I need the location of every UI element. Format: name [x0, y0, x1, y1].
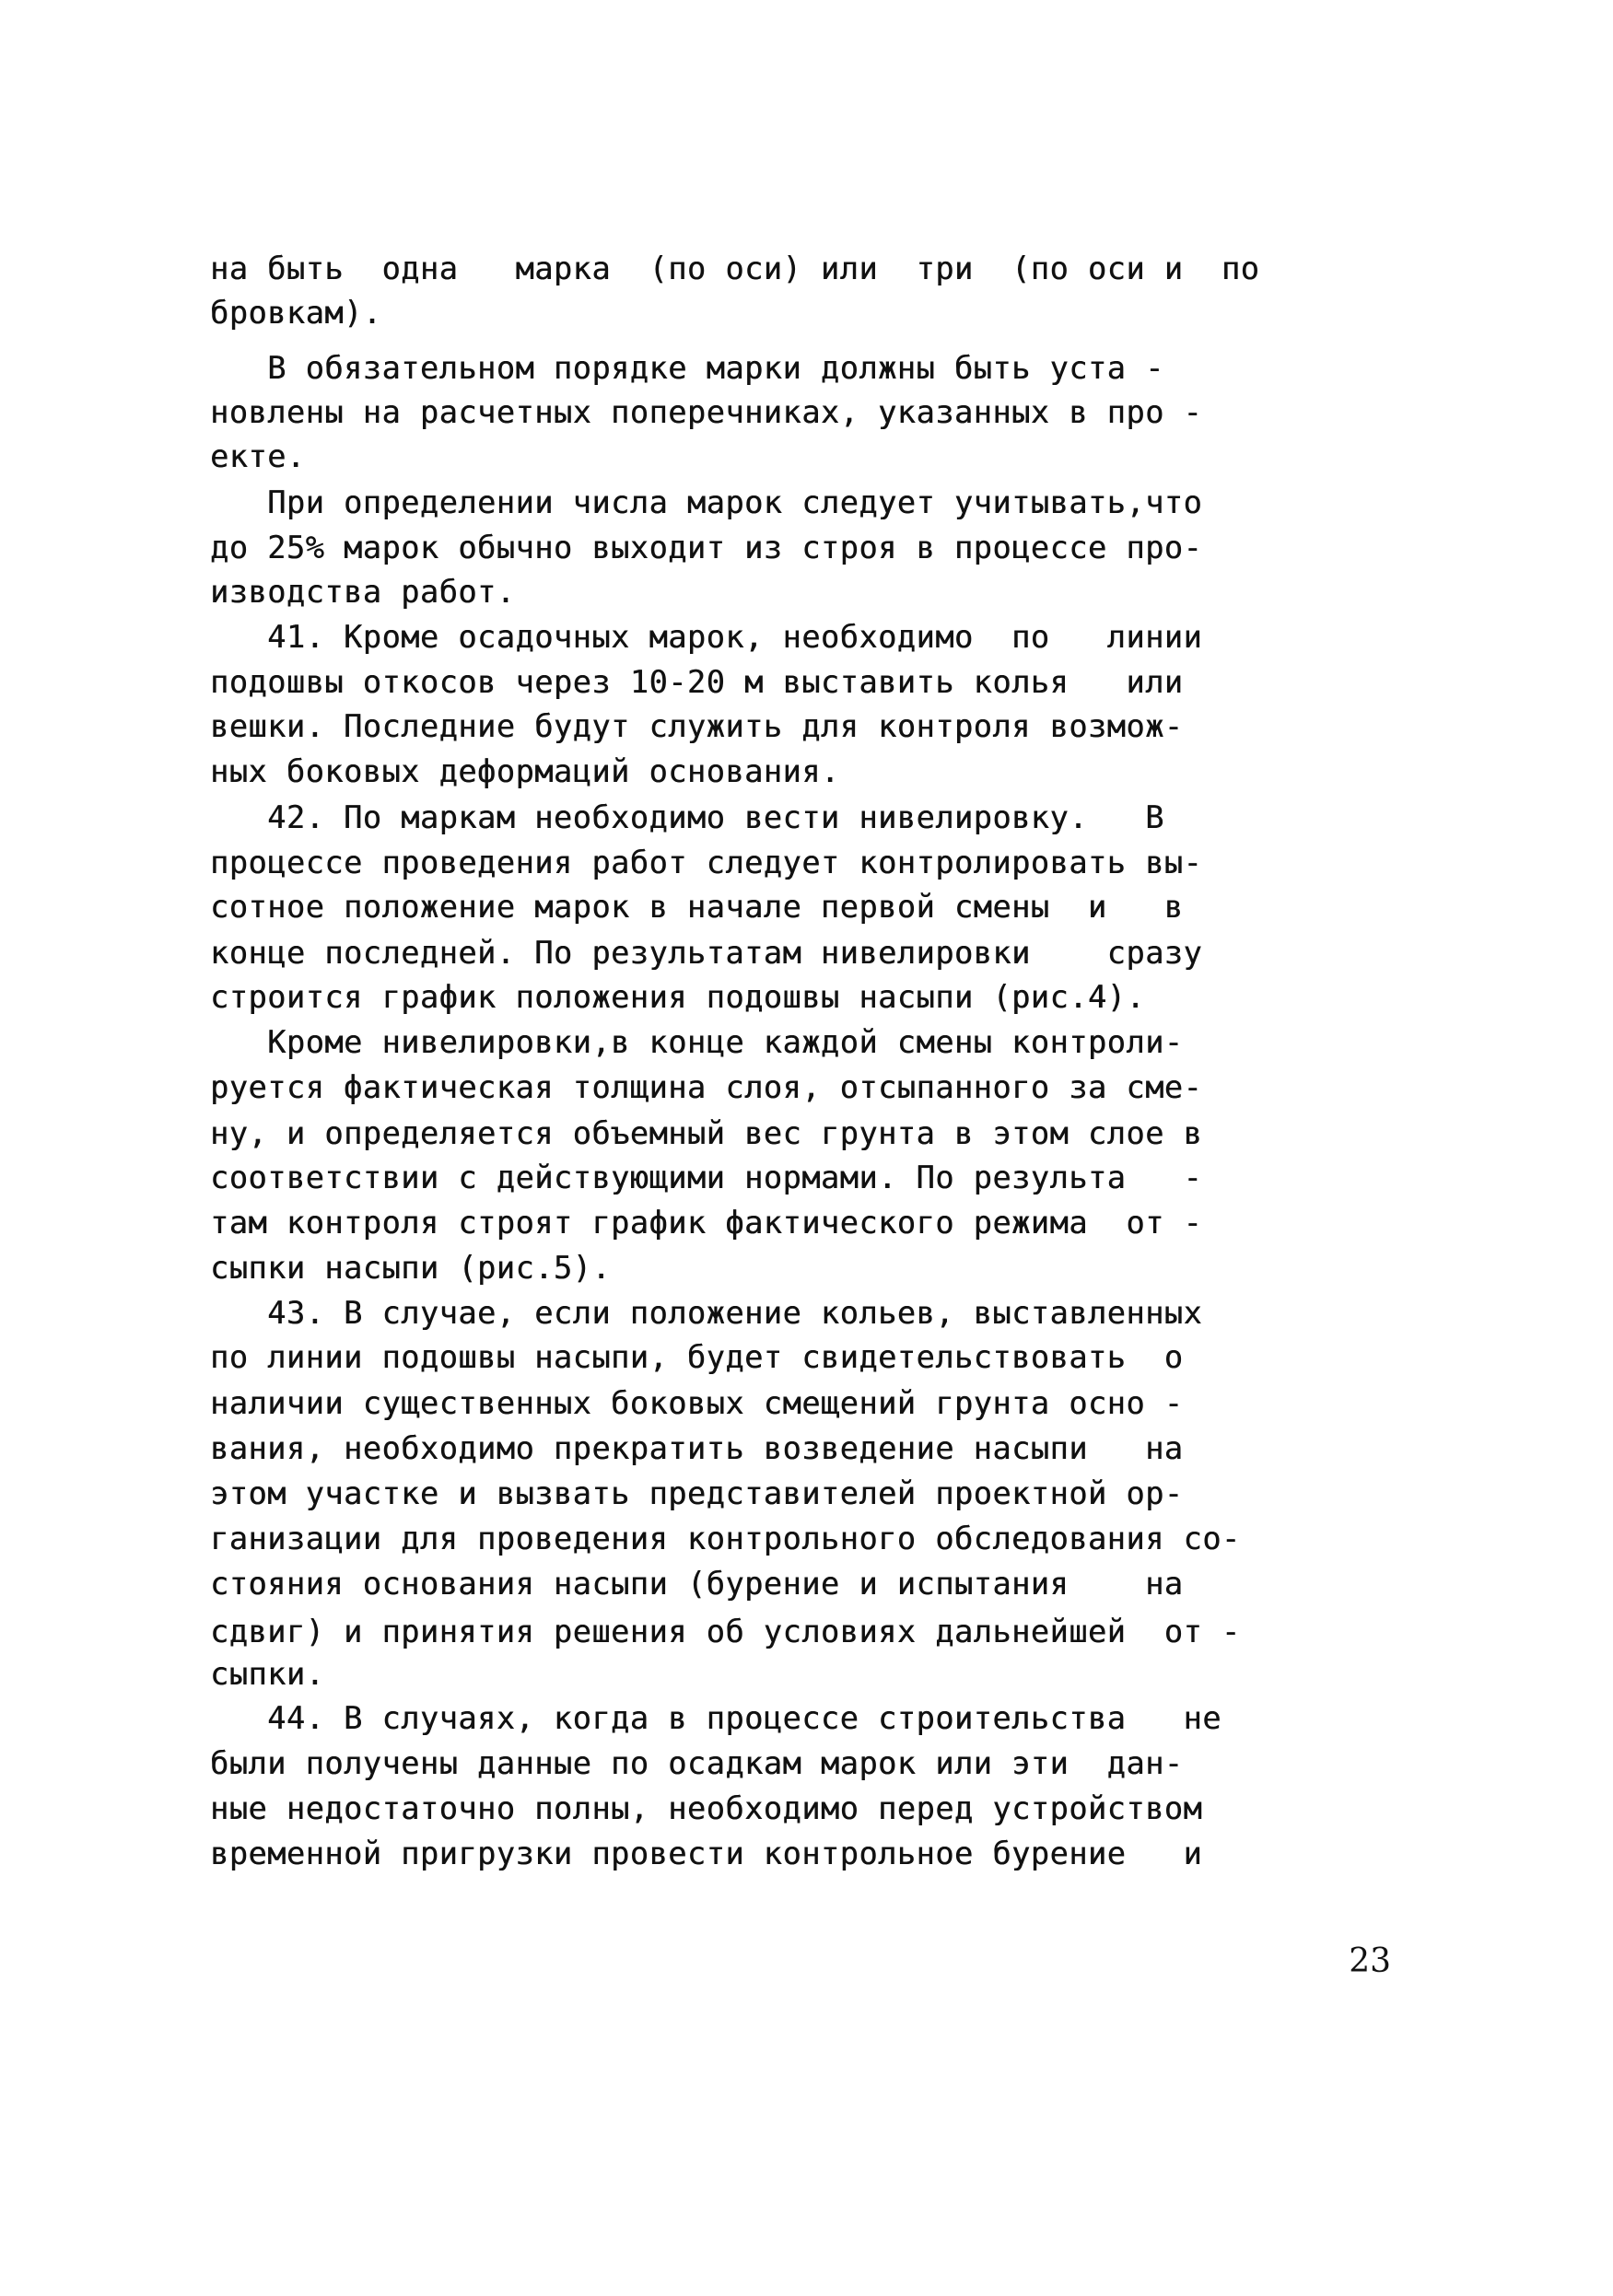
text-line: соответствии с действующими нормами. По результа - — [210, 1160, 1203, 1195]
text-line: сотное положение марок в начале первой смены и в — [210, 889, 1184, 925]
text-line: бровкам). — [210, 295, 382, 331]
text-line: на быть одна марка (по оси) или три (по оси и по — [210, 251, 1260, 286]
text-line: этом участке и вызвать представителей проектной ор- — [210, 1475, 1184, 1511]
text-line: вания, необходимо прекратить возведение насыпи на — [210, 1430, 1184, 1466]
text-line: по линии подошвы насыпи, будет свидетельствовать о — [210, 1339, 1184, 1375]
text-line: 44. В случаях, когда в процессе строительства не — [210, 1700, 1221, 1736]
text-line: там контроля строят график фактического режима от - — [210, 1205, 1203, 1241]
text-line: 42. По маркам необходимо вести нивелировку. В — [210, 799, 1164, 835]
text-line: В обязательном порядке марки должны быть уста - — [210, 350, 1164, 386]
text-line: стояния основания насыпи (бурение и испытания на — [210, 1566, 1184, 1602]
text-line: сыпки. — [210, 1656, 325, 1692]
text-line: При определении числа марок следует учитывать,что — [210, 484, 1203, 520]
text-line: строится график положения подошвы насыпи (рис.4). — [210, 979, 1146, 1015]
text-line: ных боковых деформаций основания. — [210, 753, 840, 789]
text-line: были получены данные по осадкам марок или эти дан- — [210, 1745, 1184, 1781]
text-line: сыпки насыпи (рис.5). — [210, 1250, 612, 1286]
text-line: ну, и определяется объемный вес грунта в этом слое в — [210, 1115, 1203, 1151]
page-number: 23 — [1349, 1942, 1391, 1980]
text-line: ные недостаточно полны, необходимо перед устройством — [210, 1790, 1203, 1826]
text-line: руется фактическая толщина слоя, отсыпанного за сме- — [210, 1069, 1203, 1105]
text-line: Кроме нивелировки,в конце каждой смены контроли- — [210, 1024, 1184, 1060]
text-line: изводства работ. — [210, 574, 516, 610]
text-line: до 25% марок обычно выходит из строя в процессе про- — [210, 530, 1203, 565]
text-line: сдвиг) и принятия решения об условиях дальнейшей от - — [210, 1614, 1241, 1649]
text-line: новлены на расчетных поперечниках, указанных в про - — [210, 394, 1203, 430]
text-line: екте. — [210, 438, 306, 474]
text-line: конце последней. По результатам нивелировки сразу — [210, 935, 1203, 971]
text-line: ганизации для проведения контрольного обследования со- — [210, 1521, 1241, 1556]
text-line: наличии существенных боковых смещений грунта осно - — [210, 1385, 1184, 1421]
text-line: процессе проведения работ следует контролировать вы- — [210, 845, 1203, 880]
text-line: временной пригрузки провести контрольное бурение и — [210, 1836, 1203, 1871]
text-line: 43. В случае, если положение кольев, выставленных — [210, 1295, 1203, 1331]
text-line: вешки. Последние будут служить для контроля возмож- — [210, 708, 1184, 744]
text-line: 41. Кроме осадочных марок, необходимо по линии — [210, 619, 1203, 655]
text-line: подошвы откосов через 10-20 м выставить колья или — [210, 664, 1184, 700]
